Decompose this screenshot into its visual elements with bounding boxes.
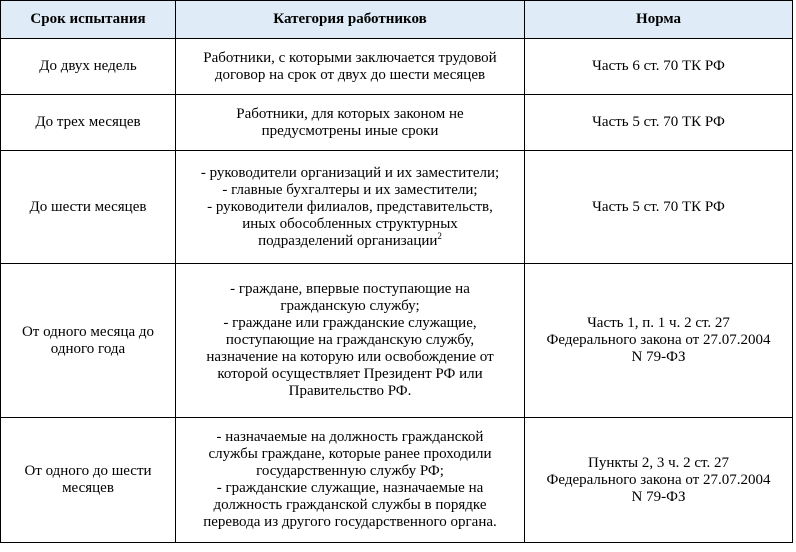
category-line: - главные бухгалтеры и их заместители; <box>222 181 478 198</box>
period-cell: До шести месяцев <box>1 151 176 264</box>
category-line: поступающие на гражданскую службу, <box>225 332 475 348</box>
category-line: службы граждане, которые ранее проходили <box>208 446 492 462</box>
category-line <box>179 230 521 250</box>
category-line: должность гражданской службы в порядке <box>213 497 487 513</box>
category-line: предусмотрены иные сроки <box>261 122 439 139</box>
norm-line: Часть 5 ст. 70 ТК РФ <box>592 114 725 130</box>
category-line: - назначаемые на должность гражданской <box>216 429 484 445</box>
category-line: Работники, с которыми заключается трудовой <box>203 49 497 66</box>
norm-cell <box>525 264 793 418</box>
norm-line: Часть 5 ст. 70 ТК РФ <box>592 198 725 215</box>
category-line: - руководители филиалов, представительств, <box>207 198 493 215</box>
category-cell <box>176 151 525 264</box>
norm-cell <box>525 151 793 264</box>
category-line: - граждане или гражданские служащие, <box>223 315 477 331</box>
norm-line: Пункты 2, 3 ч. 2 ст. 27 <box>588 454 729 471</box>
category-line-text: подразделений организации <box>258 232 438 249</box>
category-cell <box>176 39 525 95</box>
category-line: Работники, для которых законом не <box>236 105 464 122</box>
norm-line: Часть 6 ст. 70 ТК РФ <box>592 58 725 74</box>
norm-line: N 79-ФЗ <box>631 488 686 505</box>
period-cell: От одного месяца до одного года <box>1 264 176 418</box>
category-line: иных обособленных структурных <box>242 215 458 232</box>
table-row <box>1 264 793 418</box>
table-row <box>1 418 793 543</box>
table-row <box>1 151 793 264</box>
category-cell <box>176 264 525 418</box>
norm-cell <box>525 95 793 151</box>
table-row <box>1 95 793 151</box>
norm-line: Часть 1, п. 1 ч. 2 ст. 27 <box>587 315 730 331</box>
norm-cell <box>525 39 793 95</box>
header-norm: Норма <box>525 1 793 39</box>
header-period: Срок испытания <box>1 1 176 39</box>
period-cell: До трех месяцев <box>1 95 176 151</box>
category-line: перевода из другого государственного органа. <box>203 514 497 530</box>
header-category: Категория работников <box>176 1 525 39</box>
category-line: - гражданские служащие, назначаемые на <box>216 480 484 496</box>
category-line: государственную службу РФ; <box>256 463 444 479</box>
category-cell <box>176 95 525 151</box>
category-line: - граждане, впервые поступающие на <box>230 281 470 297</box>
category-cell <box>176 418 525 543</box>
category-line: которой осуществляет Президент РФ или <box>217 366 483 382</box>
norm-line: Федерального закона от 27.07.2004 <box>546 471 771 488</box>
norm-cell <box>525 418 793 543</box>
period-cell: От одного до шести месяцев <box>1 418 176 543</box>
category-line: договор на срок от двух до шести месяцев <box>214 66 486 83</box>
table-row <box>1 39 793 95</box>
header-row <box>1 1 793 39</box>
period-cell: До двух недель <box>1 39 176 95</box>
category-line: Правительство РФ. <box>288 383 412 399</box>
category-line: - руководители организаций и их заместители; <box>200 164 500 181</box>
footnote-marker: 2 <box>437 230 442 241</box>
norm-line: Федерального закона от 27.07.2004 <box>546 332 771 348</box>
category-line: назначение на которую или освобождение от <box>206 349 494 365</box>
category-line: гражданскую службу; <box>280 298 420 314</box>
norm-line: N 79-ФЗ <box>631 349 686 365</box>
